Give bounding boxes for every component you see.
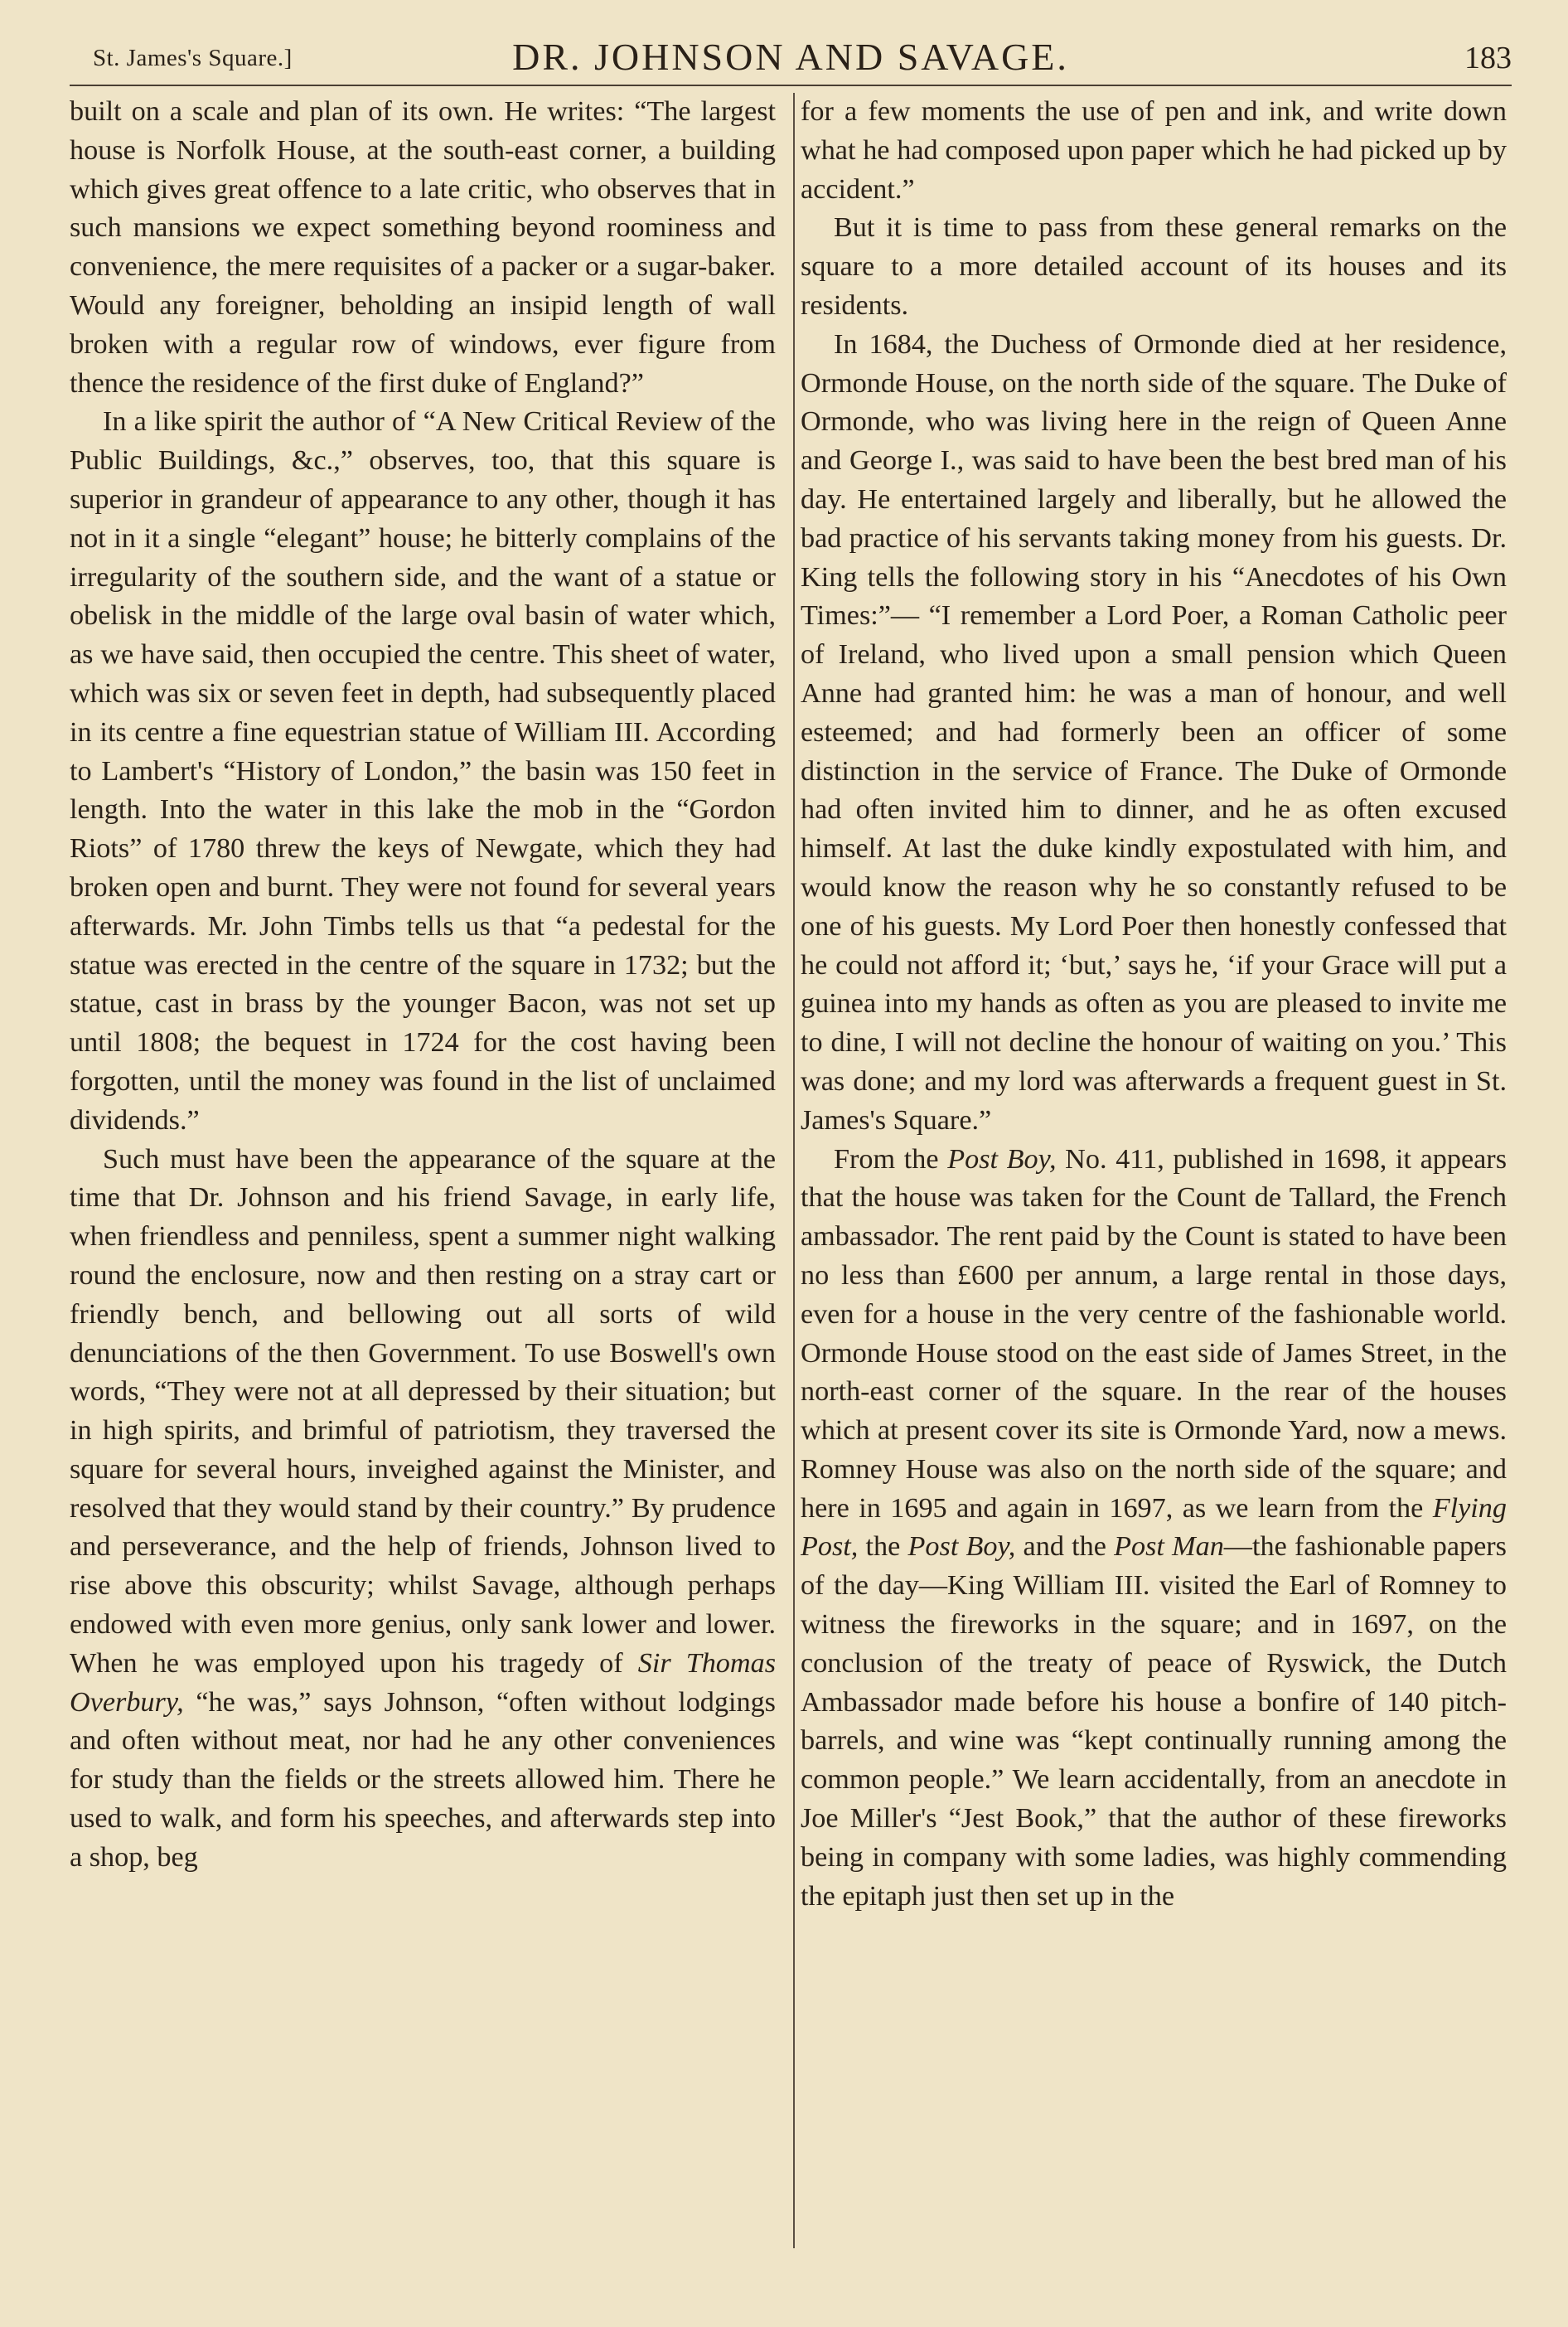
right-paragraph-3: In 1684, the Duchess of Ormonde died at her residence, Ormonde House, on the north side of the square. The Duke of Ormonde, who was living here in the reign of Queen Anne and George I., was said to have been the best bred man of his day. He entertained largely and liberally, but he allowed the bad practice of his servants taking money from his guests. Dr. King tells the following story in his “Anecdotes of his Own Times:”— “I remember a Lord Poer, a Roman Catholic peer of Ireland, who lived upon a small pension which Queen Anne had granted him: he was a man of honour, and well esteemed; and had formerly been an officer of some distinction in the service of France. The Duke of Ormonde had often invited him to dinner, and he as often excused himself. At last the duke kindly expostulated with him, and would know the reason why he so constantly refused to be one of his guests. My Lord Poer then honestly confessed that he could not afford it; ‘but,’ says he, ‘if your Grace will put a guinea into my hands as often as you are pleased to invite me to dine, I will not decline the honour of waiting on you.’ This was done; and my lord was afterwards a frequent guest in St. James's Square.” (801, 328, 1507, 1136)
header-section-label: St. James's Square.] (93, 45, 293, 71)
header-rule (70, 85, 1512, 86)
left-paragraph-3 (70, 1141, 776, 1878)
left-paragraph-3-text-b: “he was,” says Johnson, “often without lodgings and often without meat, nor had he any other conveniences for study than the fields or the streets allowed him. There he used to walk, and form his speeches, and afterwards step into a shop, beg (70, 1686, 776, 1873)
page-number: 183 (1464, 41, 1512, 75)
italic-post-boy-2: Post Boy, (907, 1531, 1016, 1563)
right-paragraph-1: for a few moments the use of pen and ink, and write down what he had composed upon paper which he had picked up by accident.” (801, 96, 1507, 205)
header-title: DR. JOHNSON AND SAVAGE. (512, 36, 1069, 78)
right-paragraph-4 (801, 1141, 1507, 1917)
right-paragraph-4-text-a: From the (834, 1143, 948, 1175)
left-paragraph-3-italic-title: Sir Thomas Overbury, (70, 1647, 776, 1718)
right-paragraph-4-text-e: the (858, 1531, 908, 1563)
column-divider (793, 93, 795, 2248)
right-paragraph-2: But it is time to pass from these general remarks on the square to a more detailed account of its houses and its residents. (801, 212, 1507, 321)
left-column (70, 93, 776, 2248)
right-paragraph-4-text-i: —the fashionable papers of the day—King William III. visited the Earl of Romney to witness the fireworks in the square; and in 1697, on the conclusion of the treaty of peace of Ryswick, the Dutch Ambassador made before his house a bonfire of 140 pitch-barrels, and wine was “kept continually running among the common people.” We learn accidentally, from an anecdote in Joe Miller's “Jest Book,” that the author of these fireworks being in company with some ladies, was highly commending the epitaph just then set up in the (801, 1531, 1507, 1912)
italic-flying-post: Flying Post, (801, 1492, 1507, 1563)
right-paragraph-4-text-c: No. 411, published in 1698, it appears that the house was taken for the Count de Tallard, the French ambassador. The rent paid by the Count is stated to have been no less than £600 per annum, a large rental in those days, even for a house in the very centre of the fashionable world. Ormonde House stood on the east side of James Street, in the north-east corner of the square. In the rear of the houses which at present cover its site is Ormonde Yard, now a mews. Romney House was also on the north side of the square; and here in 1695 and again in 1697, as we learn from the (801, 1143, 1507, 1524)
right-paragraph-4-text-g: and the (1015, 1531, 1115, 1563)
left-paragraph-2: In a like spirit the author of “A New Critical Review of the Public Buildings, &c.,” observes, too, that this square is superior in grandeur of appearance to any other, though it has not in it a single “elegant” house; he bitterly complains of the irregularity of the southern side, and the want of a statue or obelisk in the middle of the large oval basin of water which, as we have said, then occupied the centre. This sheet of water, which was six or seven feet in depth, had subsequently placed in its centre a fine equestrian statue of William III. According to Lambert's “History of London,” the basin was 150 feet in length. Into the water in this lake the mob in the “Gordon Riots” of 1780 threw the keys of Newgate, which they had broken open and burnt. They were not found for several years afterwards. Mr. John Timbs tells us that “a pedestal for the statue was erected in the centre of the square in 1732; but the statue, cast in brass by the younger Bacon, was not set up until 1808; the bequest in 1724 for the cost having been forgotten, until the money was found in the list of unclaimed dividends.” (70, 406, 776, 1136)
italic-post-man: Post Man (1114, 1531, 1224, 1563)
italic-post-boy: Post Boy, (947, 1143, 1057, 1175)
left-paragraph-1: built on a scale and plan of its own. He writes: “The largest house is Norfolk House, at the south-east corner, a building which gives great offence to a late critic, who observes that in such mansions we expect something beyond roominess and convenience, the mere requisites of a packer or a sugar-baker. Would any foreigner, beholding an insipid length of wall broken with a regular row of windows, ever figure from thence the residence of the first duke of England?” (70, 96, 776, 399)
left-paragraph-3-text-a: Such must have been the appearance of the square at the time that Dr. Johnson and his friend Savage, in early life, when friendless and penniless, spent a summer night walking round the enclosure, now and then resting on a stray cart or friendly bench, and bellowing out all sorts of wild denunciations of the then Government. To use Boswell's own words, “They were not at all depressed by their situation; but in high spirits, and brimful of patriotism, they traversed the square for several hours, inveighed against the Minister, and resolved that they would stand by their country.” By prudence and perseverance, and the help of friends, Johnson lived to rise above this obscurity; whilst Savage, although perhaps endowed with even more genius, only sank lower and lower. When he was employed upon his tragedy of (70, 1143, 776, 1679)
running-header (70, 23, 1512, 98)
right-column (801, 93, 1507, 2248)
